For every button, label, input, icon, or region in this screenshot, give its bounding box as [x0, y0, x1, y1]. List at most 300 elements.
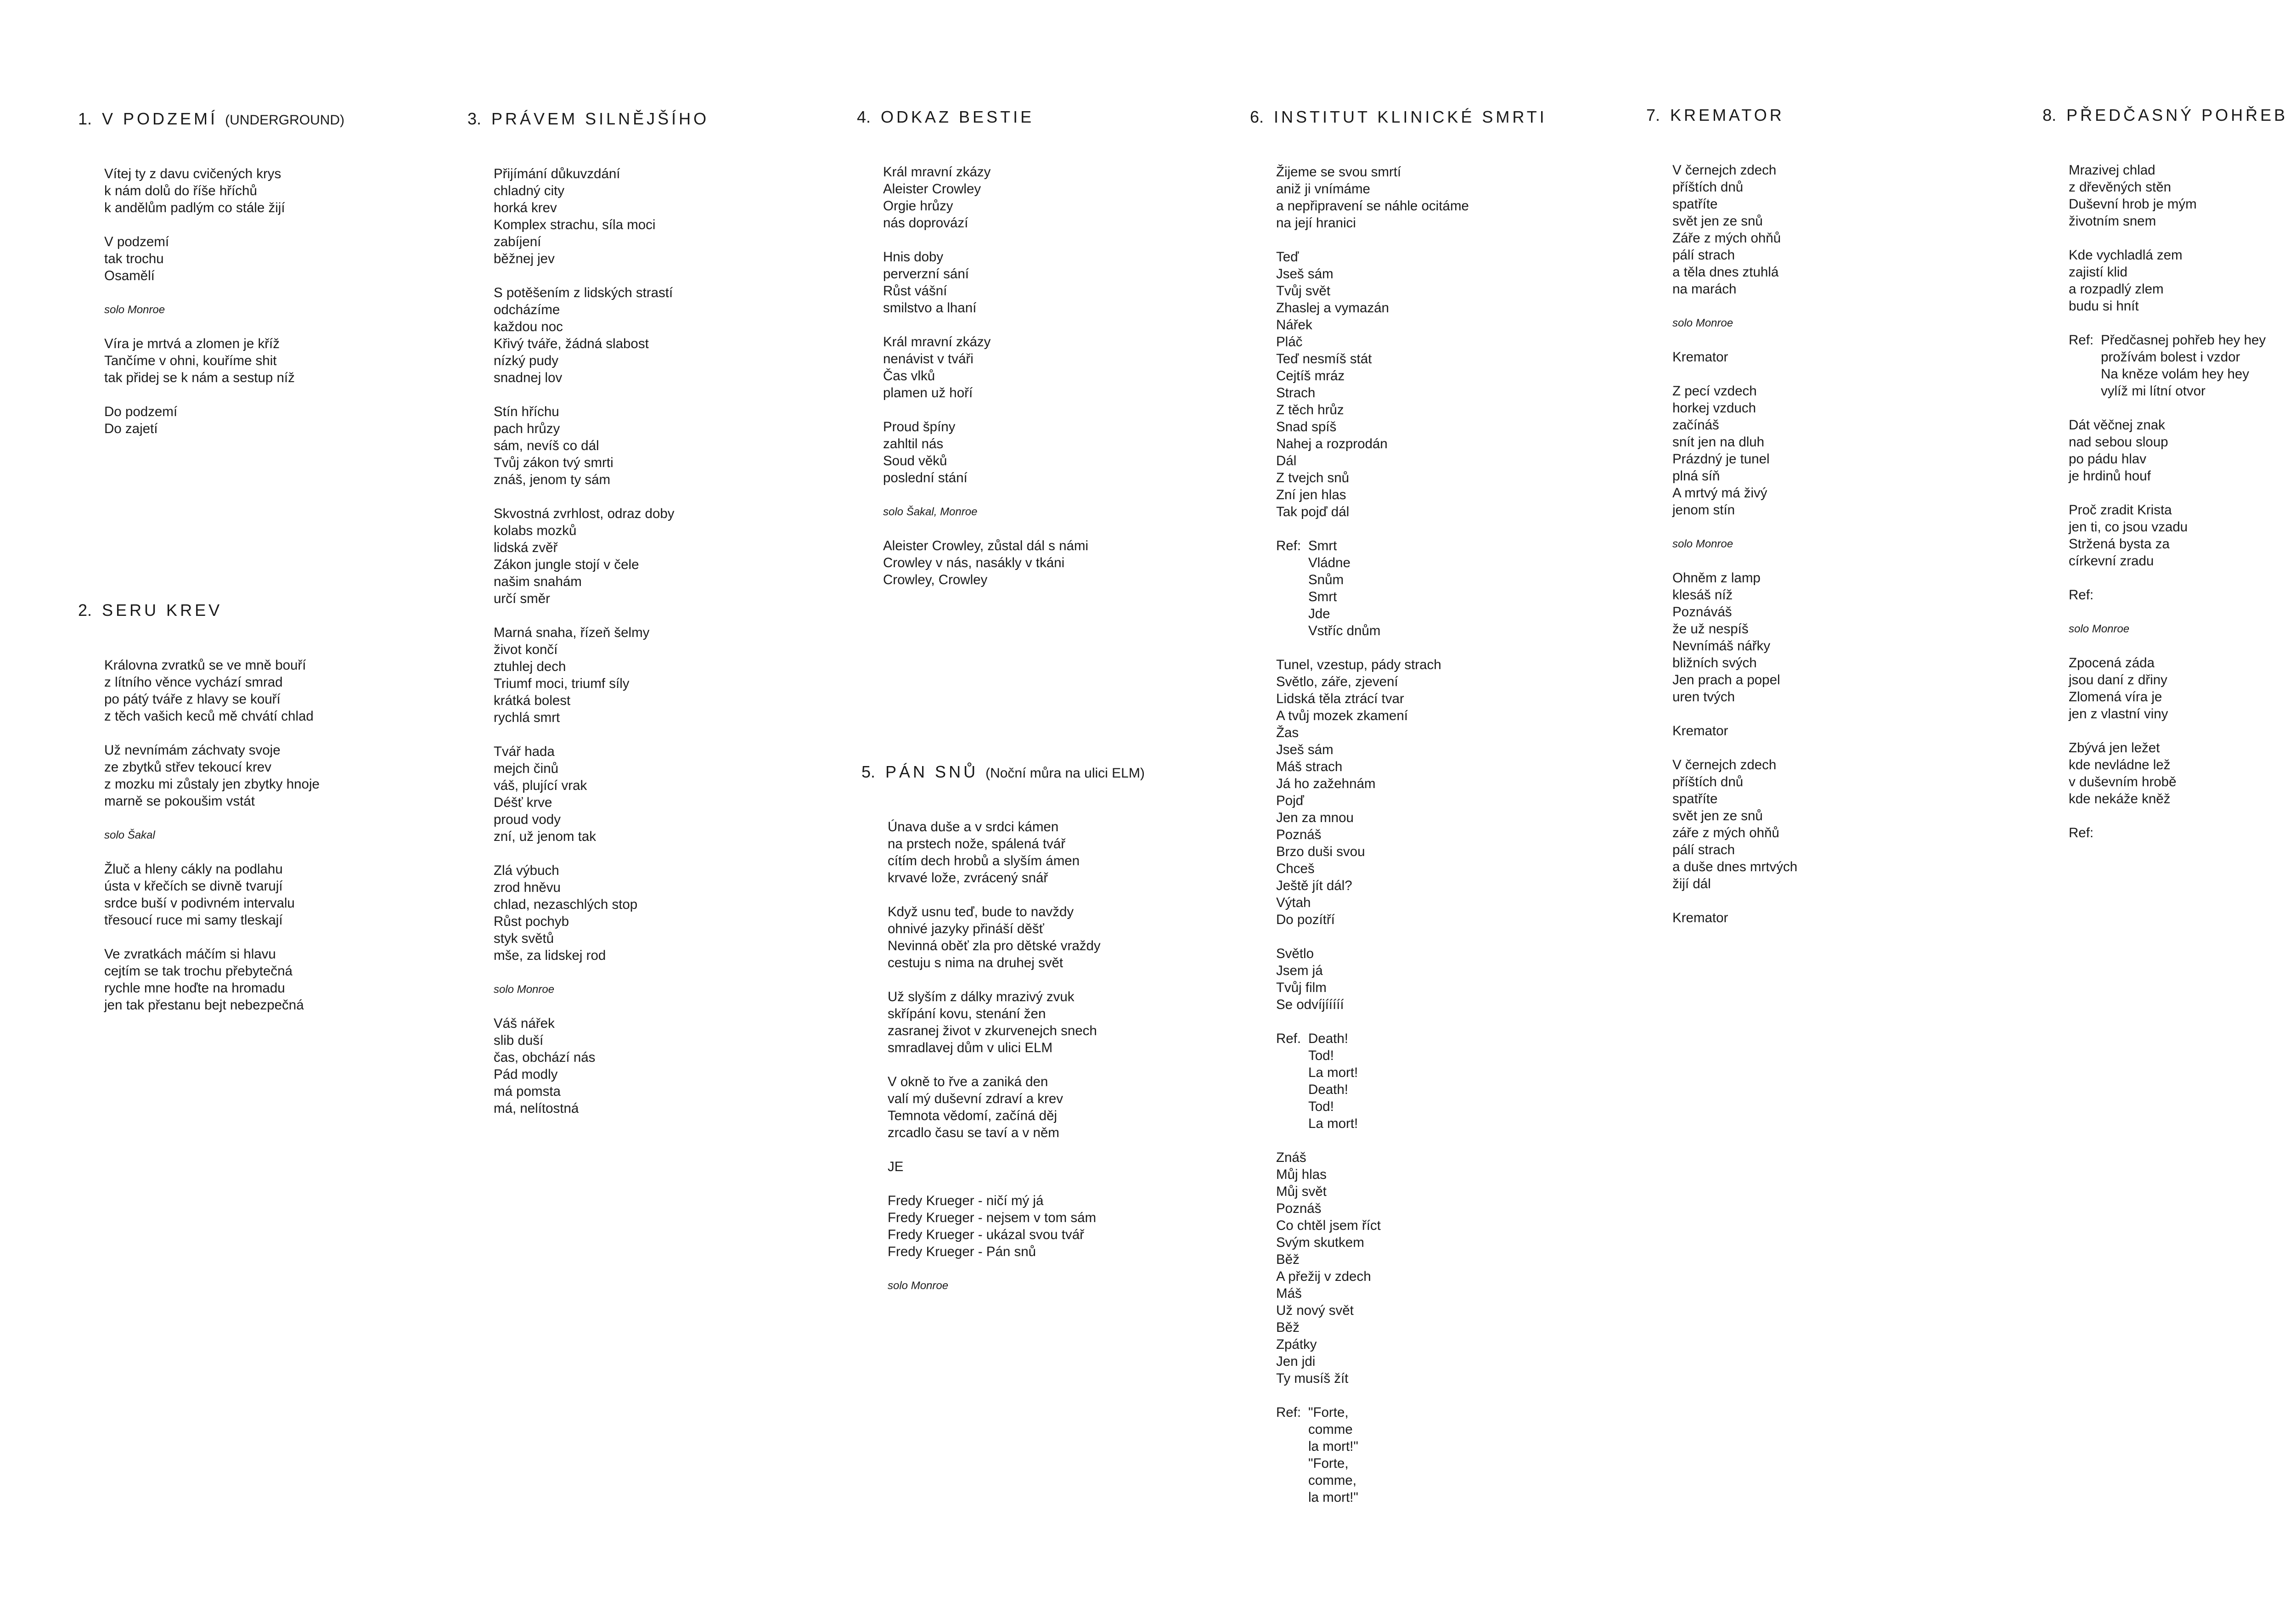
lyric-stanza: [2069, 654, 2296, 722]
song-number: 3.: [467, 109, 482, 128]
lyric-stanza: [104, 946, 455, 1014]
lyric-line: Už slyším z dálky mrazivý zvuk: [888, 989, 1075, 1004]
solo-credit: solo Monroe: [104, 304, 165, 316]
lyric-stanza: [2069, 502, 2296, 569]
lyric-line: Už nevnímám záchvaty svoje: [104, 743, 281, 758]
lyric-stanza: [883, 418, 1233, 486]
song-title: KREMATOR: [1670, 106, 1784, 124]
lyric-line: Z těch hrůz: [1276, 402, 1344, 417]
lyric-line: jenom stín: [1672, 502, 1735, 518]
lyric-line: že už nespíš: [1672, 621, 1749, 637]
lyric-line: spatříte: [1672, 791, 1718, 806]
lyric-line: A mrtvý má živý: [1672, 485, 1767, 501]
solo-credit: solo Monroe: [888, 1279, 949, 1292]
lyric-line: zahltil nás: [883, 436, 944, 451]
lyric-line: Skvostná zvrhlost, odraz doby: [494, 506, 675, 521]
lyric-line: perverzní sání: [883, 266, 969, 282]
lyric-line: Triumf moci, triumf síly: [494, 676, 630, 691]
lyric-line: zrcadlo času se taví a v něm: [888, 1125, 1059, 1140]
lyric-line: Fredy Krueger - ukázal svou tvář: [888, 1227, 1084, 1242]
lyric-line: Teď: [1276, 249, 1299, 265]
refrain-block: [1276, 1404, 1626, 1506]
lyric-line: Osamělí: [104, 268, 155, 283]
lyric-line: Cejtíš mráz: [1276, 368, 1345, 383]
refrain-label: Ref:: [1276, 1405, 1301, 1420]
refrain-line: Jde: [1308, 606, 1330, 621]
lyric-line: mše, za lidskej rod: [494, 948, 606, 963]
lyric-line: Křivý tváře, žádná slabost: [494, 336, 649, 351]
lyric-line: V podzemí: [104, 234, 169, 249]
lyric-stanza: [494, 403, 844, 488]
lyric-stanza: [888, 988, 1238, 1056]
lyric-line: Marná snaha, řízeň šelmy: [494, 625, 650, 640]
lyric-stanza: [2069, 162, 2296, 230]
lyric-line: Mrazivej chlad: [2069, 163, 2155, 178]
lyric-line: Světlo: [1276, 946, 1314, 961]
song-1: [78, 109, 455, 454]
song-heading: [78, 109, 455, 129]
lyric-line: Do podzemí: [104, 404, 178, 419]
lyric-line: nenávist v tváři: [883, 351, 974, 366]
lyric-line: Dál: [1276, 453, 1297, 468]
song-heading: [467, 109, 844, 129]
lyric-line: Máš: [1276, 1286, 1302, 1301]
lyric-line: Ref:: [2069, 587, 2094, 603]
lyric-line: Kde vychladlá zem: [2069, 248, 2183, 263]
lyric-line: životním snem: [2069, 214, 2156, 229]
lyric-stanza: [2069, 586, 2296, 603]
lyric-line: čas, obchází nás: [494, 1050, 596, 1065]
refrain-lines: [2101, 332, 2266, 400]
lyric-line: horká krev: [494, 200, 557, 215]
lyric-line: Král mravní zkázy: [883, 164, 991, 180]
lyric-line: příštích dnů: [1672, 774, 1744, 789]
lyric-line: jsou daní z dřiny: [2069, 672, 2167, 688]
lyric-stanza: [104, 335, 455, 386]
lyric-line: uren tvých: [1672, 689, 1735, 705]
song-heading: [1646, 106, 2023, 125]
refrain-line: la mort!": [1308, 1439, 1358, 1454]
lyric-line: Tunel, vzestup, pády strach: [1276, 657, 1441, 672]
lyric-line: Proud špíny: [883, 419, 956, 434]
lyric-line: Snad spíš: [1276, 419, 1337, 434]
lyric-line: Ref:: [2069, 825, 2094, 840]
lyric-line: kde nevládne lež: [2069, 757, 2171, 772]
lyric-line: Fredy Krueger - nejsem v tom sám: [888, 1210, 1097, 1225]
lyric-line: nás doprovází: [883, 215, 968, 231]
lyric-line: cítím dech hrobů a slyším ámen: [888, 853, 1080, 868]
lyric-stanza: [2069, 824, 2296, 841]
lyric-line: budu si hnít: [2069, 299, 2139, 314]
lyric-line: pálí strach: [1672, 842, 1735, 857]
refrain-lines: [1308, 1030, 1358, 1132]
solo-credit: solo Šakal, Monroe: [883, 506, 978, 518]
lyric-line: třesoucí ruce mi samy tleskají: [104, 913, 283, 928]
lyric-line: spatříte: [1672, 197, 1718, 212]
lyric-line: Pláč: [1276, 334, 1303, 349]
song-number: 4.: [857, 107, 871, 126]
lyric-line: Strach: [1276, 385, 1316, 400]
lyric-line: Zlá výbuch: [494, 863, 559, 878]
song-lyrics: [2069, 162, 2296, 841]
lyric-line: váš, plující vrak: [494, 778, 587, 793]
lyric-line: Prázdný je tunel: [1672, 451, 1770, 467]
lyric-line: Nářek: [1276, 317, 1312, 333]
refrain-label: Ref:: [1276, 538, 1301, 553]
lyric-stanza: [494, 743, 844, 845]
lyric-line: našim snahám: [494, 574, 582, 589]
lyric-line: Nevinná oběť zla pro dětské vraždy: [888, 938, 1101, 953]
lyric-line: skřípání kovu, stenání žen: [888, 1006, 1046, 1021]
lyric-line: Stín hříchu: [494, 404, 559, 419]
lyric-line: Dát věčnej znak: [2069, 417, 2165, 433]
lyric-stanza: [883, 248, 1233, 316]
lyric-line: Ve zvratkách máčím si hlavu: [104, 947, 276, 962]
solo-credit: solo Monroe: [494, 983, 555, 996]
refrain-line: Na kněze volám hey hey: [2101, 366, 2250, 382]
lyric-stanza: [883, 163, 1233, 231]
lyric-line: bližních svých: [1672, 655, 1757, 671]
lyric-line: aniž ji vnímáme: [1276, 181, 1370, 197]
lyric-line: Zbývá jen ležet: [2069, 740, 2160, 755]
lyric-line: Můj svět: [1276, 1184, 1327, 1199]
song-lyrics: [883, 163, 1233, 588]
refrain-lines: [1308, 1404, 1358, 1506]
lyric-line: Kremator: [1672, 723, 1728, 738]
lyric-stanza: [1276, 656, 1626, 928]
refrain-line: comme,: [1308, 1473, 1356, 1488]
lyric-line: Orgie hrůzy: [883, 198, 953, 214]
lyric-line: znáš, jenom ty sám: [494, 472, 611, 487]
lyric-stanza: [1672, 909, 2023, 926]
lyric-line: pach hrůzy: [494, 421, 560, 436]
lyric-line: Z tvejch snů: [1276, 470, 1350, 485]
refrain-line: Vládne: [1308, 555, 1351, 570]
song-number: 5.: [861, 762, 876, 781]
refrain-lines: [1308, 537, 1380, 639]
lyric-line: Máš strach: [1276, 759, 1343, 774]
lyric-line: S potěšením z lidských strastí: [494, 285, 673, 300]
lyric-line: na její hranici: [1276, 215, 1356, 231]
lyric-line: V okně to řve a zaniká den: [888, 1074, 1048, 1089]
song-heading: [1250, 107, 1626, 127]
lyric-line: Poznáváš: [1672, 604, 1732, 620]
refrain-line: Tod!: [1308, 1048, 1334, 1063]
lyric-line: Nevnímáš nářky: [1672, 638, 1771, 654]
lyric-line: Zhaslej a vymazán: [1276, 300, 1389, 316]
lyric-line: Záře z mých ohňů: [1672, 231, 1781, 246]
lyric-line: krátká bolest: [494, 693, 571, 708]
refrain-line: "Forte,: [1308, 1405, 1349, 1420]
lyric-line: Váš nářek: [494, 1016, 555, 1031]
lyric-line: proud vody: [494, 812, 561, 827]
refrain-line: la mort!": [1308, 1490, 1358, 1505]
song-heading: [2043, 106, 2296, 125]
lyric-line: Zákon jungle stojí v čele: [494, 557, 639, 572]
lyric-line: Ty musíš žít: [1276, 1371, 1349, 1386]
lyric-stanza: [104, 861, 455, 929]
lyric-line: v duševním hrobě: [2069, 774, 2177, 789]
refrain-line: Death!: [1308, 1031, 1348, 1046]
song-number: 1.: [78, 109, 92, 128]
lyric-line: ztuhlej dech: [494, 659, 566, 674]
song-2: [78, 601, 455, 1031]
lyric-line: každou noc: [494, 319, 563, 334]
lyric-line: valí mý duševní zdraví a krev: [888, 1091, 1064, 1106]
lyric-line: Víra je mrtvá a zlomen je kříž: [104, 336, 280, 351]
lyric-stanza: [494, 862, 844, 964]
refrain-line: comme: [1308, 1422, 1353, 1437]
lyric-line: Tančíme v ohni, kouříme shit: [104, 353, 277, 368]
song-8: [2043, 106, 2296, 858]
lyric-line: Kremator: [1672, 910, 1728, 925]
lyric-line: Běž: [1276, 1252, 1300, 1267]
lyric-stanza: [104, 403, 455, 437]
lyric-line: Zní jen hlas: [1276, 487, 1346, 502]
lyric-stanza: [494, 505, 844, 607]
lyric-line: JE: [888, 1159, 904, 1174]
lyric-line: k andělům padlým co stále žijí: [104, 200, 285, 215]
lyric-line: Svým skutkem: [1276, 1235, 1364, 1250]
lyric-line: Světlo, záře, zjevení: [1276, 674, 1398, 689]
lyric-line: nízký pudy: [494, 353, 559, 368]
lyric-line: Tak pojď dál: [1276, 504, 1350, 519]
lyric-line: snít jen na dluh: [1672, 434, 1765, 450]
lyric-line: Z pecí vzdech: [1672, 383, 1757, 399]
lyric-line: Výtah: [1276, 895, 1311, 910]
lyric-stanza: [104, 657, 455, 725]
refrain-line: Vstříc dnům: [1308, 623, 1381, 638]
lyric-line: plamen už hoří: [883, 385, 973, 400]
solo-credit: solo Monroe: [1672, 538, 1733, 550]
song-title: PÁN SNŮ: [885, 762, 979, 781]
lyric-line: Vítej ty z davu cvičených krys: [104, 166, 281, 181]
lyric-line: Proč zradit Krista: [2069, 502, 2172, 518]
lyric-line: styk světů: [494, 931, 554, 946]
lyric-line: pálí strach: [1672, 248, 1735, 263]
refrain-block: [1276, 537, 1626, 639]
lyric-stanza: [1672, 383, 2023, 519]
lyric-stanza: [1672, 722, 2023, 739]
refrain-line: La mort!: [1308, 1116, 1358, 1131]
lyric-line: Jen prach a popel: [1672, 672, 1780, 688]
lyric-line: Král mravní zkázy: [883, 334, 991, 349]
song-number: 2.: [78, 601, 92, 620]
lyric-line: Ohněm z lamp: [1672, 570, 1761, 586]
song-7: [1646, 106, 2023, 943]
lyric-line: V černejch zdech: [1672, 757, 1777, 772]
refrain-line: Smrt: [1308, 538, 1337, 553]
lyric-line: Už nový svět: [1276, 1303, 1354, 1318]
lyric-line: zní, už jenom tak: [494, 829, 596, 844]
lyric-line: tak přidej se k nám a sestup níž: [104, 370, 295, 385]
lyric-line: kde nekáže kněž: [2069, 791, 2171, 806]
song-title: INSTITUT KLINICKÉ SMRTI: [1274, 107, 1547, 126]
lyric-line: zabíjení: [494, 234, 541, 249]
lyric-line: Jseš sám: [1276, 266, 1334, 282]
lyric-line: ze zbytků střev tekoucí krev: [104, 760, 271, 775]
lyric-line: život končí: [494, 642, 558, 657]
lyric-line: Žijeme se svou smrtí: [1276, 164, 1401, 180]
lyric-line: Růst pochyb: [494, 914, 569, 929]
refrain-label: Ref.: [1276, 1031, 1301, 1046]
lyric-line: z lítního věnce vychází smrad: [104, 675, 283, 690]
song-lyrics: [1276, 163, 1626, 1506]
lyric-line: jen tak přestanu bejt nebezpečná: [104, 998, 304, 1013]
lyric-stanza: [883, 537, 1233, 588]
lyric-line: smradlavej dům v ulici ELM: [888, 1040, 1053, 1055]
lyric-line: plná síň: [1672, 468, 1720, 484]
lyric-line: příštích dnů: [1672, 180, 1744, 195]
lyric-line: Jen jdi: [1276, 1354, 1316, 1369]
lyric-line: smilstvo a lhaní: [883, 300, 977, 316]
lyric-line: jen z vlastní viny: [2069, 706, 2168, 721]
lyric-line: po pátý tváře z hlavy se kouří: [104, 692, 281, 707]
lyric-stanza: [1672, 756, 2023, 892]
lyric-line: Déšť krve: [494, 795, 552, 810]
refrain-line: "Forte,: [1308, 1456, 1349, 1471]
lyric-stanza: [494, 165, 844, 267]
solo-credit: solo Šakal: [104, 829, 155, 841]
lyric-line: na marách: [1672, 282, 1737, 297]
lyric-line: Můj hlas: [1276, 1167, 1327, 1182]
refrain-line: Smrt: [1308, 589, 1337, 604]
lyric-stanza: [104, 742, 455, 810]
lyric-line: Zpocená záda: [2069, 655, 2155, 671]
lyric-line: Co chtěl jsem říct: [1276, 1218, 1381, 1233]
lyric-line: Tvůj svět: [1276, 283, 1331, 299]
lyric-line: Běž: [1276, 1320, 1300, 1335]
song-number: 6.: [1250, 107, 1264, 126]
lyric-stanza: [2069, 739, 2296, 807]
refrain-line: vylíž mi lítní otvor: [2101, 383, 2206, 399]
song-title: ODKAZ BESTIE: [881, 107, 1035, 126]
lyric-line: Žluč a hleny cákly na podlahu: [104, 862, 283, 877]
lyric-line: běžnej jev: [494, 251, 555, 266]
lyric-line: začínáš: [1672, 417, 1719, 433]
lyric-line: svět jen ze snů: [1672, 808, 1763, 823]
lyric-line: poslední stání: [883, 470, 968, 485]
lyric-line: Znáš: [1276, 1150, 1306, 1165]
song-subtitle: (Noční můra na ulici ELM): [985, 766, 1145, 781]
lyric-line: Zlomená víra je: [2069, 689, 2162, 705]
lyric-line: a rozpadlý zlem: [2069, 282, 2164, 297]
lyric-line: určí směr: [494, 591, 550, 606]
lyric-line: je hrdinů houf: [2069, 468, 2151, 484]
lyric-line: Žas: [1276, 725, 1299, 740]
lyric-line: snadnej lov: [494, 370, 563, 385]
refrain-line: Death!: [1308, 1082, 1348, 1097]
lyric-line: Pád modly: [494, 1067, 558, 1082]
lyric-stanza: [2069, 247, 2296, 315]
lyric-line: A tvůj mozek zkamení: [1276, 708, 1408, 723]
lyric-line: Brzo duši svou: [1276, 844, 1365, 859]
lyric-stanza: [494, 284, 844, 386]
song-title: V PODZEMÍ: [102, 109, 218, 128]
lyric-line: Aleister Crowley, zůstal dál s námi: [883, 538, 1089, 553]
lyric-line: k nám dolů do říše hříchů: [104, 183, 257, 198]
lyric-line: A přežij v zdech: [1276, 1269, 1371, 1284]
lyric-line: a duše dnes mrtvých: [1672, 859, 1798, 874]
lyric-line: Jsem já: [1276, 963, 1323, 978]
lyric-line: má pomsta: [494, 1084, 561, 1099]
lyric-stanza: [1672, 569, 2023, 705]
lyric-stanza: [1276, 248, 1626, 520]
lyric-line: Únava duše a v srdci kámen: [888, 819, 1059, 834]
song-lyrics: [494, 165, 844, 1117]
song-3: [467, 109, 844, 1134]
song-title: SERU KREV: [102, 601, 223, 620]
lyric-line: zasranej život v zkurvenejch snech: [888, 1023, 1097, 1038]
lyric-stanza: [888, 1192, 1238, 1260]
lyric-line: horkej vzduch: [1672, 400, 1756, 416]
song-4: [857, 107, 1233, 605]
lyric-stanza: [888, 818, 1238, 886]
refrain-block: [2069, 332, 2296, 400]
lyric-line: slib duší: [494, 1033, 544, 1048]
lyric-line: marně se pokoušim vstát: [104, 794, 255, 809]
song-heading: [78, 601, 455, 620]
lyric-line: má, nelítostná: [494, 1101, 579, 1116]
refrain-line: Snům: [1308, 572, 1344, 587]
lyric-stanza: [1672, 162, 2023, 298]
lyric-line: mejch činů: [494, 761, 559, 776]
lyric-line: cejtím se tak trochu přebytečná: [104, 964, 293, 979]
lyric-line: Aleister Crowley: [883, 181, 981, 197]
lyric-stanza: [494, 624, 844, 726]
lyric-line: Přijímání důkuvzdání: [494, 166, 620, 181]
lyric-line: Jseš sám: [1276, 742, 1334, 757]
lyric-line: Kremator: [1672, 349, 1728, 365]
lyric-line: Tvůj film: [1276, 980, 1327, 995]
lyric-line: na prstech nože, spálená tvář: [888, 836, 1066, 851]
song-lyrics: [104, 165, 455, 437]
lyric-line: Chceš: [1276, 861, 1315, 876]
lyric-line: Fredy Krueger - ničí mý já: [888, 1193, 1044, 1208]
lyric-line: Poznáš: [1276, 827, 1322, 842]
refrain-line: Předčasnej pohřeb hey hey: [2101, 333, 2266, 348]
refrain-label: Ref:: [2069, 333, 2094, 348]
lyric-line: Soud věků: [883, 453, 947, 468]
lyric-line: kolabs mozků: [494, 523, 577, 538]
lyric-line: lidská zvěř: [494, 540, 558, 555]
lyric-line: Zpátky: [1276, 1337, 1317, 1352]
lyric-line: V černejch zdech: [1672, 163, 1777, 178]
lyric-line: Crowley, Crowley: [883, 572, 988, 587]
lyric-line: Duševní hrob je mým: [2069, 197, 2197, 212]
lyric-line: Já ho zažehnám: [1276, 776, 1376, 791]
lyric-stanza: [494, 1015, 844, 1117]
lyric-line: zrod hněvu: [494, 880, 561, 895]
lyric-line: sám, nevíš co dál: [494, 438, 599, 453]
lyric-stanza: [104, 165, 455, 216]
lyric-line: Růst vášní: [883, 283, 947, 299]
refrain-line: prožívám bolest i vzdor: [2101, 349, 2240, 365]
lyric-stanza: [888, 1073, 1238, 1141]
lyric-line: a těla dnes ztuhlá: [1672, 265, 1779, 280]
song-lyrics: [888, 818, 1238, 1294]
lyric-line: Teď nesmíš stát: [1276, 351, 1372, 366]
song-heading: [857, 107, 1233, 127]
lyric-line: Do pozítří: [1276, 912, 1335, 927]
lyric-line: z dřevěných stěn: [2069, 180, 2172, 195]
lyric-line: nad sebou sloup: [2069, 434, 2168, 450]
lyric-line: zajistí klid: [2069, 265, 2127, 280]
lyric-line: Komplex strachu, síla moci: [494, 217, 656, 232]
lyric-line: Nahej a rozprodán: [1276, 436, 1388, 451]
lyric-line: chladný city: [494, 183, 565, 198]
lyric-line: chlad, nezaschlých stop: [494, 897, 638, 912]
